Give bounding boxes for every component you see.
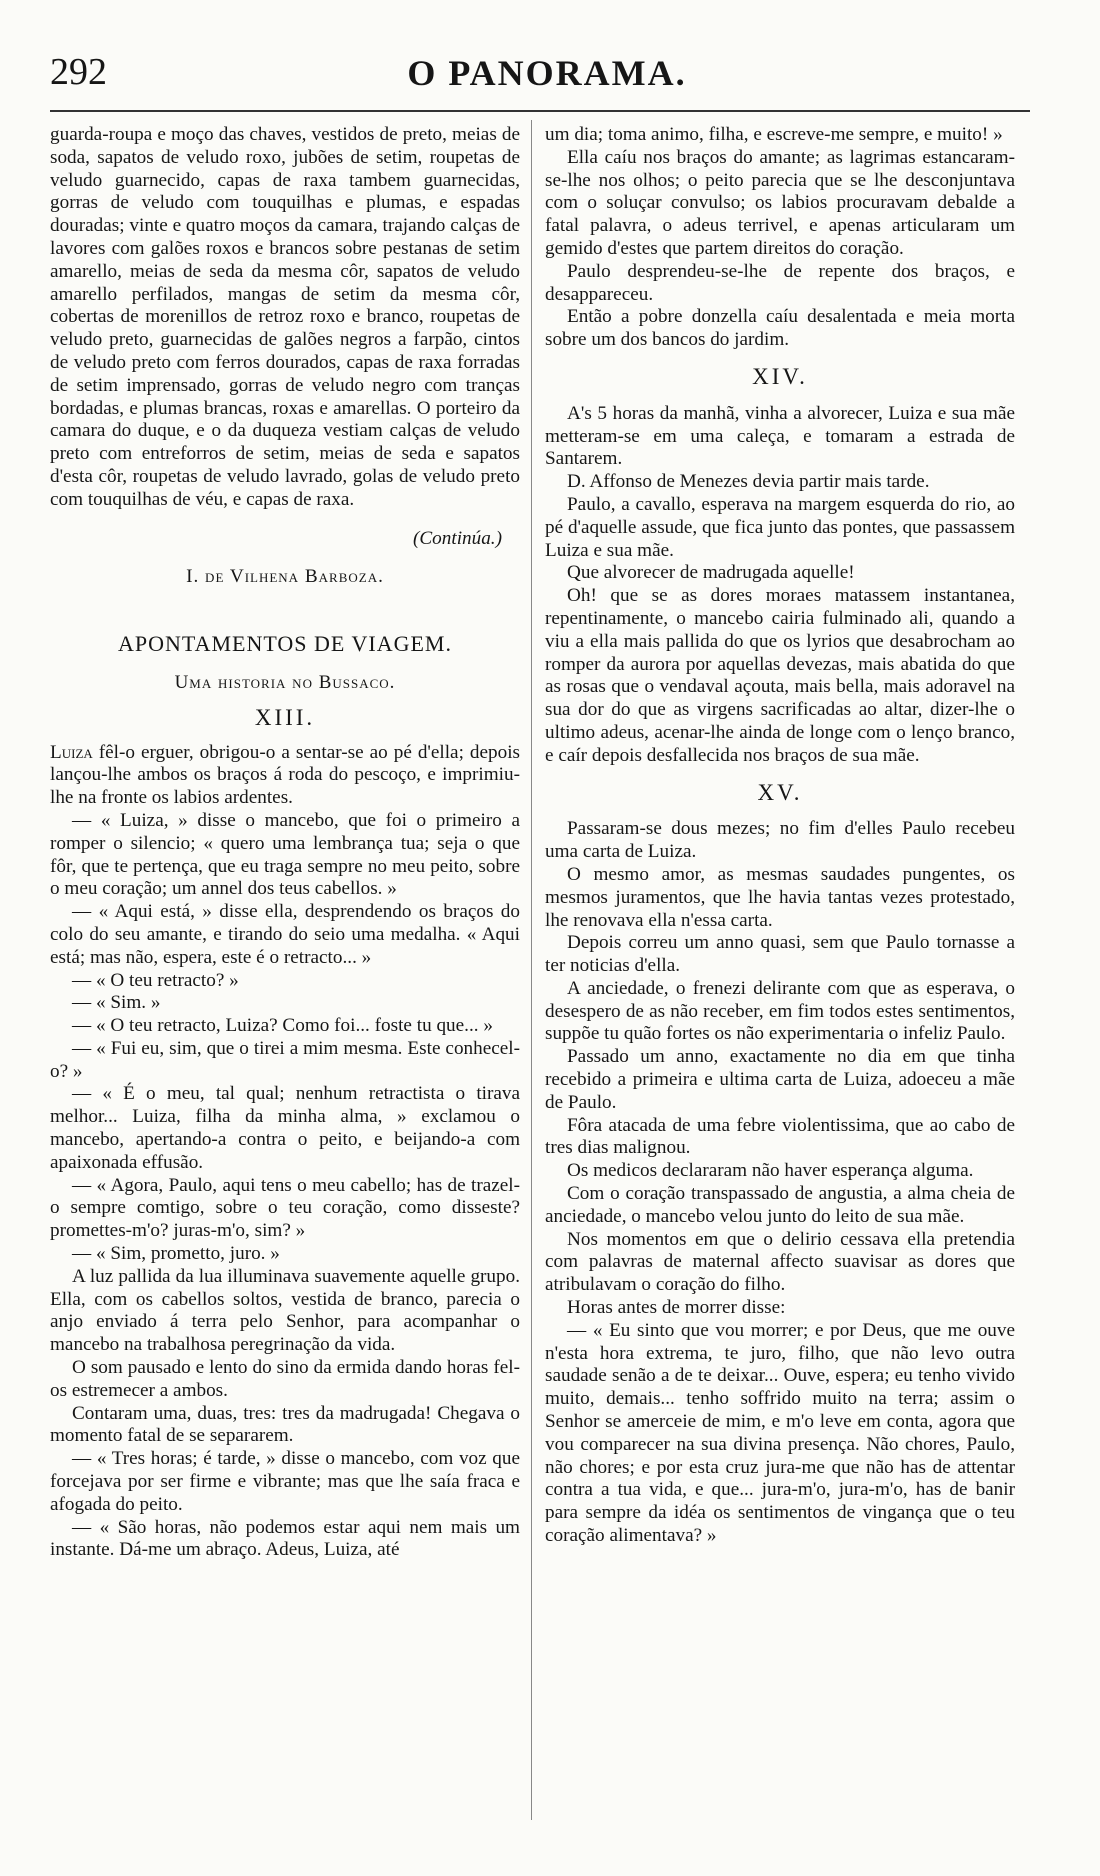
paragraph: Fôra atacada de uma febre violentissima, que ao cabo de tres dias malignou. — [545, 1114, 1015, 1159]
paragraph: — « O teu retracto? » — [72, 969, 239, 991]
paragraph: Que alvorecer de madrugada aquelle! — [567, 562, 855, 584]
paragraph: — « Sim. » — [72, 992, 161, 1014]
paragraph: — « O teu retracto, Luiza? Como foi... foste tu que... » — [72, 1015, 493, 1037]
paragraph: — « Luiza, » disse o mancebo, que foi o primeiro a romper o silencio; « quero uma lembrança tua; seja o que fôr, que te pertença, que eu traga sempre no meu peito, sobre o meu coração; um annel dos teus cabellos. » — [50, 809, 520, 900]
chapter-heading-xiv: XIV. — [752, 363, 808, 389]
header-rule — [50, 110, 1030, 112]
paragraph: Com o coração transpassado de angustia, a alma cheia de anciedade, o mancebo velou junto do leito de sua mãe. — [545, 1183, 1015, 1227]
paragraph: Passado um anno, exactamente no dia em que tinha recebido a primeira e ultima carta de Luiza, adoeceu a mãe de Paulo. — [545, 1046, 1015, 1113]
paragraph: D. Affonso de Menezes devia partir mais tarde. — [567, 471, 930, 493]
running-title: O PANORAMA. — [407, 53, 687, 93]
left-column — [50, 124, 520, 1562]
paragraph: — « Eu sinto que vou morrer; e por Deus, que me ouve n'esta hora extrema, te juro, filho, que não levo outra saudade senão a de te deixar... Ouve, espera; eu tenho vivido muito, demais... tenho soffrido muito na terra; assim o Senhor se amerceie de mim, e m'o leve em conta, agora que vou comparecer na sua divina presença. Não chores, Paulo, não chores; e por esta cruz jura-me que não has de attentar contra a tua vida, e que... jura-m'o, jura-m'o, has de banir para sempre da idéa os sentimentos de vingança que o teu coração alimentava? » — [545, 1319, 1015, 1547]
paragraph: Horas antes de morrer disse: — [567, 1297, 786, 1319]
paragraph: Passaram-se dous mezes; no fim d'elles Paulo recebeu uma carta de Luiza. — [545, 818, 1015, 863]
chapter-heading-xiii: XIII. — [254, 704, 316, 730]
page-number: 292 — [50, 51, 107, 93]
section-title: APONTAMENTOS DE VIAGEM. — [118, 631, 452, 657]
section-subtitle: Uma historia no Bussaco. — [174, 671, 396, 693]
column-divider — [531, 120, 532, 1820]
paragraph: A luz pallida da lua illuminava suavemente aquelle grupo. Ella, com os cabellos soltos, vestida de branco, parecia o anjo enviado á terra pelo Senhor, para acompanhar o mancebo na trabalhosa peregrinação da vida. — [50, 1265, 520, 1356]
paragraph: Paulo desprendeu-se-lhe de repente dos braços, e desappareceu. — [545, 260, 1015, 305]
paragraph: O som pausado e lento do sino da ermida dando horas fel-os estremecer a ambos. — [50, 1357, 520, 1401]
continued-paragraph: guarda-roupa e moço das chaves, vestidos de preto, meias de soda, sapatos de veludo roxo, jubões de setim, roupetas de veludo guarnecido, capas de raxa tambem guarnecidas, gorras de veludo com touquilhas e plumas, e espadas douradas; vinte e quatro moços da camara, trajando calças de lavores com galões roxos e brancos sobre pestanas de setim amarello, meias de seda da mesma côr, sapatos de veludo amarello perfilados, mangas de setim da mesma côr, cobertas de morenillos de retroz roxo e branco, roupetas de veludo preto, guarnecidas de galões negros a farpão, cintos de veludo preto com ferros dourados, capas de raxa forradas de setim imprensado, gorras de veludo negro com tranças bordadas, e plumas brancas, roxas e amarellas. O porteiro da camara do duque, e o da duqueza vestiam calças de veludo preto com entreforros de setim, meias de seda e sapatos d'esta côr, roupetas de veludo lavrado, golas de veludo preto com touquilhas de véu, e capas de raxa. — [50, 124, 520, 510]
paragraph: Oh! que se as dores moraes matassem instantanea, repentinamente, o mancebo cairia fulminado ali, quando a viu a ella mais pallida do que os lyrios que desabrocham ao romper da aurora por aquellas devezas, mais abatida do que as rosas que o vendaval açouta, mais bella, mais adoravel na sua dor do que as virgens sacrificadas ao altar, dizer-lhe o ultimo adeus, acenar-lhe ainda de longe com o lenço branco, e caír depois desfallecida nos braços de sua mãe. — [545, 585, 1015, 766]
opening-word: Luiza — [50, 741, 93, 763]
page-header — [42, 44, 1052, 94]
right-column — [545, 124, 1015, 1548]
paragraph: Então a pobre donzella caíu desalentada e meia morta sobre um dos bancos do jardim. — [545, 306, 1015, 351]
paragraph: Os medicos declararam não haver esperança alguma. — [567, 1160, 974, 1182]
chapter-opening-paragraph — [50, 742, 520, 810]
paragraph: Paulo, a cavallo, esperava na margem esquerda do rio, ao pé d'aquelle assude, que fica junto das pontes, que passassem Luiza e sua mãe. — [545, 493, 1015, 561]
paragraph: — « São horas, não podemos estar aqui nem mais um instante. Dá-me um abraço. Adeus, Luiza, até — [50, 1516, 520, 1561]
paragraph: A's 5 horas da manhã, vinha a alvorecer, Luiza e sua mãe metteram-se em uma caleça, e tomaram a estrada de Santarem. — [545, 402, 1015, 470]
paragraph: Ella caíu nos braços do amante; as lagrimas estancaram-se-lhe nos olhos; o peito parecia que se lhe desconjuntava com o soluçar convulso; os labios procuravam debalde a fatal palavra, o adeus terrivel, e apenas articularam um gemido d'estes que partem direitos do coração. — [545, 146, 1015, 259]
continued-paragraph: um dia; toma animo, filha, e escreve-me sempre, e muito! » — [545, 124, 1003, 145]
paragraph: — « Tres horas; é tarde, » disse o mancebo, com voz que forcejava por ser firme e vibrante; mas que lhe saía fraca e afogada do peito. — [50, 1448, 520, 1515]
paragraph: — « É o meu, tal qual; nenhum retractista o tirava melhor... Luiza, filha da minha alma, » exclamou o mancebo, apertando-a contra o peito, e beijando-a com apaixonada effusão. — [50, 1083, 520, 1173]
paragraph: — « Fui eu, sim, que o tirei a mim mesma. Este conhecel-o? » — [50, 1037, 520, 1082]
paragraph: — « Aqui está, » disse ella, desprendendo os braços do colo do seu amante, e tirando do seio uma medalha. « Aqui está; mas não, espera, este é o retracto... » — [50, 901, 520, 968]
chapter-heading-xv: XV. — [757, 779, 803, 805]
author-name: I. de Vilhena Barboza. — [186, 566, 384, 588]
paragraph: Contaram uma, duas, tres: tres da madrugada! Chegava o momento fatal de se separarem. — [50, 1402, 520, 1447]
paragraph: — « Agora, Paulo, aqui tens o meu cabello; has de trazel-o sempre comtigo, sobre o teu coração, como disseste? promettes-m'o? juras-m'o, sim? » — [50, 1174, 520, 1242]
opening-text: fêl-o erguer, obrigou-o a sentar-se ao pé d'ella; depois lançou-lhe ambos os braços á roda do pescoço, e imprimiu-lhe na fronte os labios ardentes. — [50, 741, 520, 809]
paragraph: A anciedade, o frenezi delirante com que as esperava, o desespero de as não receber, em fim todos estes sentimentos, suppõe tu quão fortes os não experimentaria o infeliz Paulo. — [545, 977, 1015, 1045]
paragraph: O mesmo amor, as mesmas saudades pungentes, os mesmos juramentos, que lhe havia tantas vezes protestado, lhe renovava ella n'essa carta. — [545, 863, 1015, 931]
paragraph: Depois correu um anno quasi, sem que Paulo tornasse a ter noticias d'ella. — [545, 932, 1015, 977]
paragraph: — « Sim, prometto, juro. » — [72, 1243, 280, 1265]
paragraph: Nos momentos em que o delirio cessava ella pretendia com palavras de maternal affecto suavisar as dores que atribulavam o coração do filho. — [545, 1228, 1015, 1296]
continues-note: (Continúa.) — [412, 527, 502, 549]
